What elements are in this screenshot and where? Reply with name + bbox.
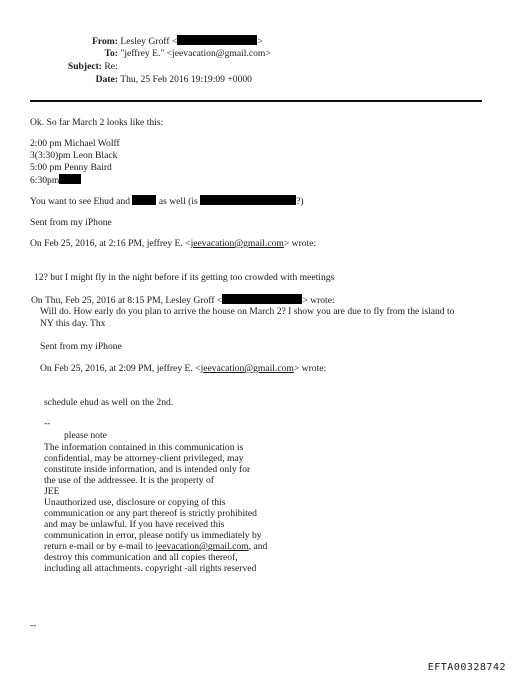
header-from [0,35,263,47]
notice-email-prefix: return e-mail or by e-mail to [44,541,156,552]
quote-header-3 [40,363,326,374]
see-line [30,195,304,207]
redaction [200,195,296,205]
see-line-b: as well (is [158,196,198,207]
intro-text: Ok. So far March 2 looks like this: [30,117,164,128]
sent-from-2: Sent from my iPhone [40,341,122,352]
redaction [132,195,156,205]
see-line-c: ?) [296,196,304,207]
notice-line: communication in error, please notify us immediately by [44,530,262,541]
sent-from: Sent from my iPhone [30,217,112,228]
email-link[interactable]: jeevacation@gmail.com [200,363,294,374]
signature-dash: -- [44,418,51,429]
notice-line: communication or any part thereof is strictly prohibited [44,508,257,519]
notice-line: destroy this communication and all copies thereof, [44,552,238,563]
notice-email-line [44,541,267,552]
schedule-item: 5:00 pm Penny Baird [30,162,112,173]
redaction [59,174,81,184]
notice-email-suffix: , and [248,541,268,552]
date-label: Date: [95,74,118,85]
bottom-dash: -- [30,620,37,631]
header-date [0,74,252,85]
redaction [177,35,257,45]
schedule-item: 2:00 pm Michael Wolff [30,138,120,149]
quote-header-2 [31,294,335,306]
to-label: To: [104,48,118,59]
quote1-suffix: > wrote: [283,238,317,249]
reply-2-line-2: NY this day. Thx [40,318,106,329]
quote-header-1 [30,238,316,249]
header-subject [0,61,118,72]
quote1-prefix: On Feb 25, 2016, at 2:16 PM, jeffrey E. < [30,238,191,249]
notice-line: constitute inside information, and is intended only for [44,464,251,475]
notice-line: Unauthorized use, disclosure or copying of this [44,497,226,508]
header-divider [30,100,482,102]
quote3-suffix: > wrote: [293,363,327,374]
quote3-prefix: On Feb 25, 2016, at 2:09 PM, jeffrey E. < [40,363,201,374]
notice-line: The information contained in this communication is [44,442,244,453]
see-line-a: You want to see Ehud and [30,196,131,207]
schedule-item: 3(3:30)pm Leon Black [30,150,118,161]
notice-line: and may be unlawful. If you have received this [44,519,225,530]
from-tail: > [257,36,263,47]
reply-1: 12? but I might fly in the night before if its getting too crowded with meetings [34,272,335,283]
document-id: EFTA00328742 [427,662,506,673]
reply-3: schedule ehud as well on the 2nd. [44,397,174,408]
from-label: From: [92,36,118,47]
notice-line: including all attachments. copyright -all rights reserved [44,563,257,574]
please-note: please note [64,430,107,441]
subject-value: Re: [104,61,118,72]
to-value: "jeffrey E." <jeevacation@gmail.com> [120,48,271,59]
header-to [0,48,271,59]
notice-line: confidential, may be attorney-client privileged, may [44,453,244,464]
schedule-time: 6:30pm [30,175,60,186]
email-link[interactable]: jeevacation@gmail.com [190,238,284,249]
subject-label: Subject: [67,61,102,72]
quote2-prefix: On Thu, Feb 25, 2016 at 8:15 PM, Lesley Groff < [31,295,223,306]
quote2-suffix: > wrote: [302,295,335,306]
from-name: Lesley Groff < [120,36,178,47]
email-link[interactable]: jeevacation@gmail.com [155,541,249,552]
notice-line: the use of the addressee. It is the property of [44,475,214,486]
date-value: Thu, 25 Feb 2016 19:19:09 +0000 [120,74,252,85]
notice-line: JEE [44,486,60,497]
redaction [222,294,302,304]
reply-2-line-1: Will do. How early do you plan to arrive the house on March 2? I show you are due to fly from the island to [40,306,455,317]
schedule-item-redacted [30,174,81,186]
